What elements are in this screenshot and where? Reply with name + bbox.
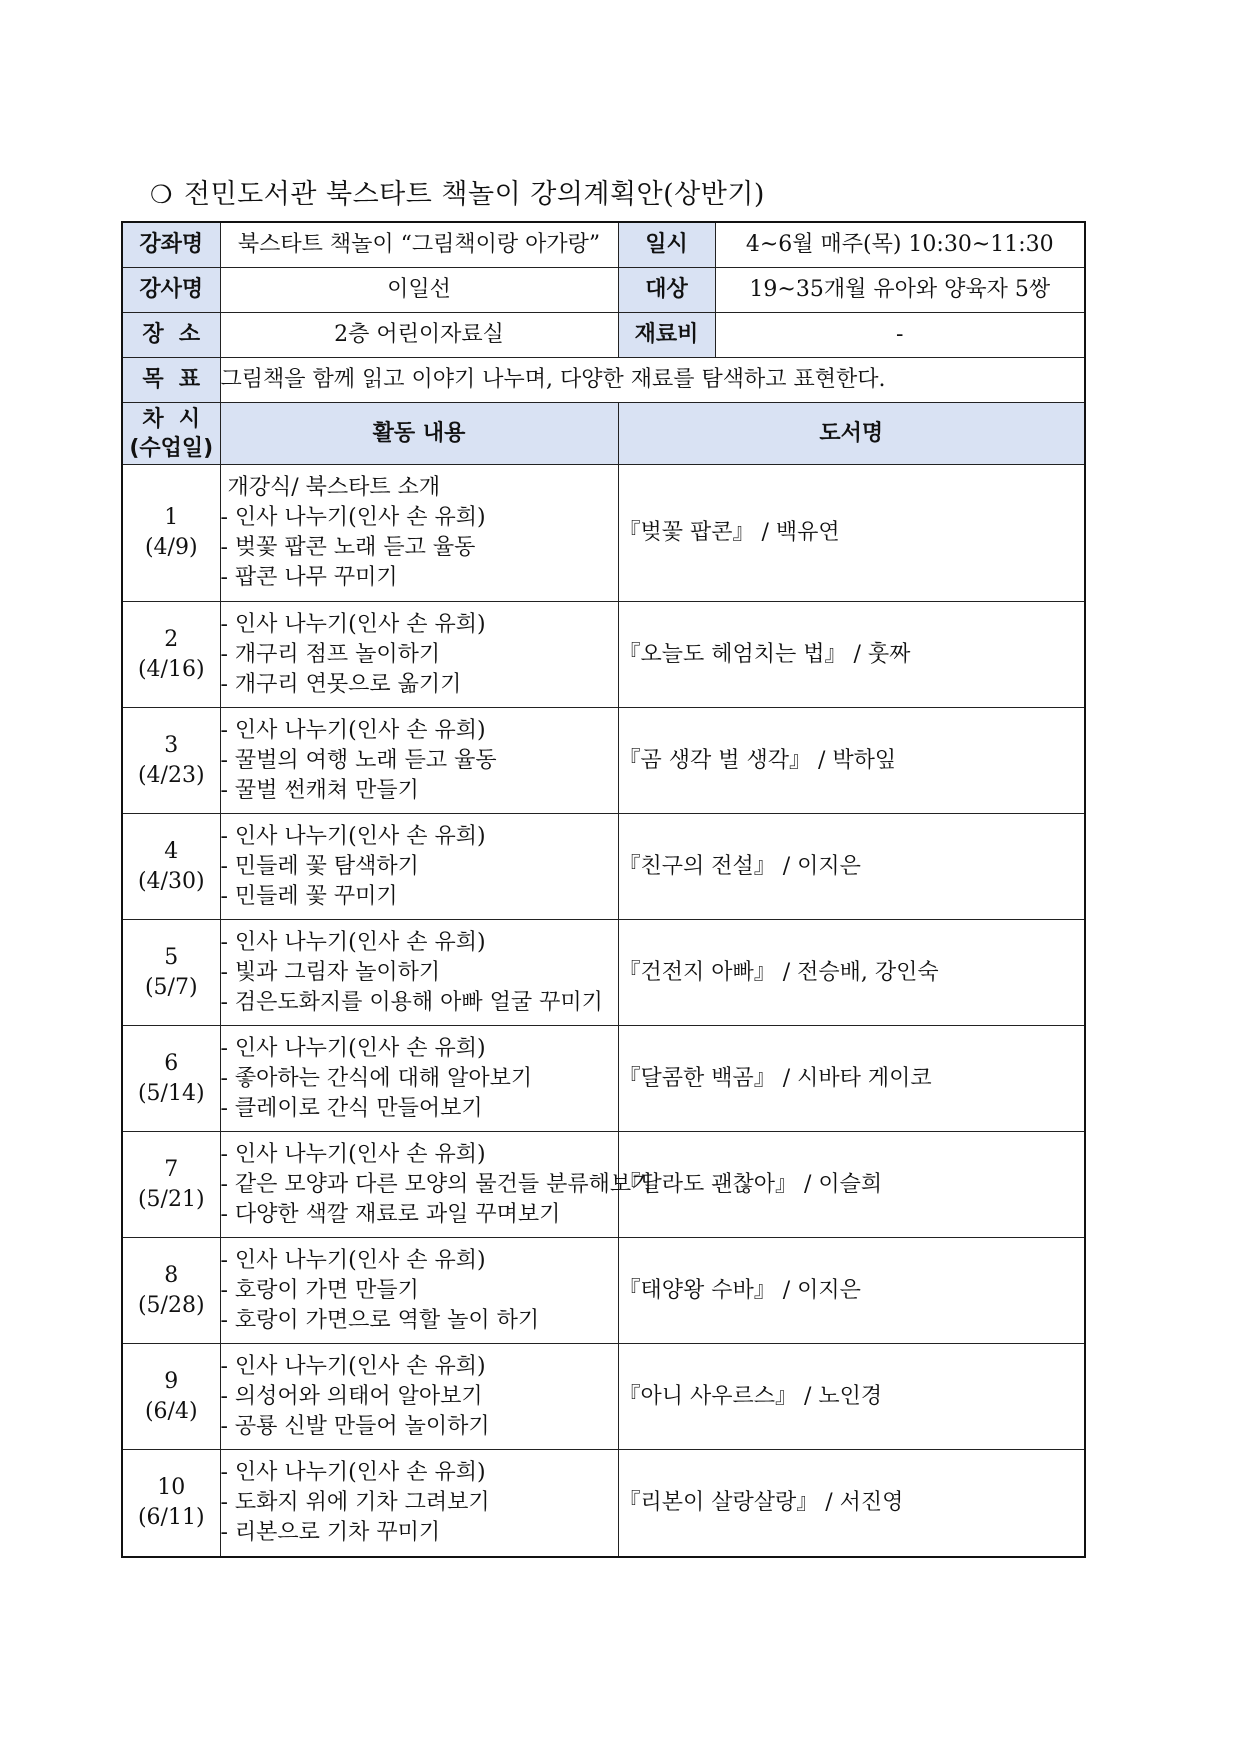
activity-item: - 도화지 위에 기차 그려보기 — [220, 1489, 490, 1515]
activity-item: - 개구리 연못으로 옮기기 — [220, 671, 462, 697]
activity-cell — [220, 1026, 618, 1132]
session-number: 2 — [164, 626, 179, 652]
activity-cell — [220, 814, 618, 920]
session-number: 3 — [164, 732, 179, 758]
session-cell — [122, 1026, 220, 1132]
activity-item: - 리본으로 기차 꾸미기 — [220, 1519, 441, 1545]
course-value: 북스타트 책놀이 “그림책이랑 아가랑” — [220, 222, 618, 268]
session-cell — [122, 920, 220, 1026]
session-date: (6/11) — [137, 1504, 205, 1530]
session-cell — [122, 708, 220, 814]
session-number: 8 — [164, 1262, 179, 1288]
session-cell — [122, 602, 220, 708]
goal-label: 목 표 — [122, 358, 220, 403]
session-cell — [122, 814, 220, 920]
activity-item: - 빛과 그림자 놀이하기 — [220, 959, 441, 985]
book-header: 도서명 — [618, 403, 1085, 465]
book-cell: 『달라도 괜찮아』 / 이슬희 — [618, 1132, 1085, 1238]
book-cell: 『곰 생각 벌 생각』 / 박하잎 — [618, 708, 1085, 814]
activity-cell — [220, 1450, 618, 1557]
info-row-teacher — [122, 268, 1085, 313]
table-row — [122, 465, 1085, 602]
activity-header: 활동 내용 — [220, 403, 618, 465]
session-date: (5/7) — [144, 974, 198, 1000]
table-row — [122, 602, 1085, 708]
table-row — [122, 1132, 1085, 1238]
session-number: 10 — [157, 1474, 186, 1500]
activity-item: - 팝콘 나무 꾸미기 — [220, 565, 398, 590]
book-cell: 『오늘도 헤엄치는 법』 / 훗짜 — [618, 602, 1085, 708]
info-row-goal — [122, 358, 1085, 403]
goal-value: 그림책을 함께 읽고 이야기 나누며, 다양한 재료를 탐색하고 표현한다. — [220, 358, 1085, 403]
activity-item: - 인사 나누기(인사 손 유희) — [220, 1035, 486, 1061]
lecture-plan-table — [121, 221, 1086, 1558]
target-label: 대상 — [618, 268, 715, 313]
activity-item: - 같은 모양과 다른 모양의 물건들 분류해보기 — [220, 1171, 653, 1197]
activity-item: - 민들레 꽃 탐색하기 — [220, 853, 419, 879]
session-header — [122, 403, 220, 465]
table-row — [122, 708, 1085, 814]
circle-bullet-icon: ❍ — [150, 180, 173, 209]
book-cell: 『벚꽃 팝콘』 / 백유연 — [618, 465, 1085, 602]
place-label: 장 소 — [122, 313, 220, 358]
date-value: 4~6월 매주(목) 10:30~11:30 — [715, 222, 1085, 268]
session-cell — [122, 1238, 220, 1344]
activity-item: - 인사 나누기(인사 손 유희) — [220, 1141, 486, 1167]
session-number: 9 — [164, 1368, 179, 1394]
activity-item: - 개구리 점프 놀이하기 — [220, 641, 441, 667]
session-date: (4/23) — [137, 762, 205, 788]
session-number: 5 — [164, 944, 179, 970]
activity-cell — [220, 1132, 653, 1238]
activity-item: - 검은도화지를 이용해 아빠 얼굴 꾸미기 — [220, 989, 603, 1015]
table-row — [122, 1344, 1085, 1450]
material-label: 재료비 — [618, 313, 715, 358]
table-row — [122, 920, 1085, 1026]
activity-cell — [220, 602, 618, 708]
target-value: 19~35개월 유아와 양육자 5쌍 — [715, 268, 1085, 313]
table-row — [122, 1026, 1085, 1132]
session-number: 1 — [164, 505, 179, 530]
table-row — [122, 1450, 1085, 1557]
session-date: (4/16) — [137, 656, 205, 682]
session-date: (5/14) — [137, 1080, 205, 1106]
document-title — [150, 172, 765, 211]
title-text: 전민도서관 북스타트 책놀이 강의계획안(상반기) — [184, 179, 765, 210]
session-date: (4/9) — [144, 535, 198, 560]
activity-item: - 공룡 신발 만들어 놀이하기 — [220, 1413, 490, 1439]
activity-item: - 벚꽃 팝콘 노래 듣고 율동 — [220, 535, 476, 560]
activity-cell — [220, 920, 618, 1026]
book-cell: 『아니 사우르스』 / 노인경 — [618, 1344, 1085, 1450]
session-cell — [122, 465, 220, 602]
activity-item: - 인사 나누기(인사 손 유희) — [220, 611, 486, 637]
session-date: (4/30) — [137, 868, 205, 894]
material-value: - — [715, 313, 1085, 358]
activity-item: - 인사 나누기(인사 손 유희) — [220, 1353, 486, 1379]
activity-item: - 인사 나누기(인사 손 유희) — [220, 717, 486, 743]
activity-item: - 꿀벌의 여행 노래 듣고 율동 — [220, 747, 497, 773]
date-label: 일시 — [618, 222, 715, 268]
session-cell — [122, 1450, 220, 1557]
session-header-line2: (수업일) — [129, 435, 214, 461]
session-number: 4 — [164, 838, 179, 864]
activity-item: - 의성어와 의태어 알아보기 — [220, 1383, 483, 1409]
book-cell: 『건전지 아빠』 / 전승배, 강인숙 — [618, 920, 1085, 1026]
session-date: (5/28) — [137, 1292, 205, 1318]
table-row — [122, 1238, 1085, 1344]
session-header-line1: 차 시 — [142, 406, 201, 432]
session-cell — [122, 1344, 220, 1450]
teacher-value: 이일선 — [220, 268, 618, 313]
table-row — [122, 814, 1085, 920]
session-number: 7 — [164, 1156, 179, 1182]
session-date: (6/4) — [144, 1398, 198, 1424]
book-cell: 『달콤한 백곰』 / 시바타 게이코 — [618, 1026, 1085, 1132]
activity-item: - 호랑이 가면으로 역할 놀이 하기 — [220, 1307, 540, 1333]
session-cell — [122, 1132, 220, 1238]
activity-item: - 다양한 색깔 재료로 과일 꾸며보기 — [220, 1201, 561, 1227]
activity-cell — [220, 1238, 618, 1344]
course-label: 강좌명 — [122, 222, 220, 268]
activity-item: - 클레이로 간식 만들어보기 — [220, 1095, 483, 1121]
activity-item: 개강식/ 북스타트 소개 — [220, 475, 441, 500]
place-value: 2층 어린이자료실 — [220, 313, 618, 358]
book-cell: 『친구의 전설』 / 이지은 — [618, 814, 1085, 920]
activity-item: - 인사 나누기(인사 손 유희) — [220, 1459, 486, 1485]
activity-item: - 좋아하는 간식에 대해 알아보기 — [220, 1065, 533, 1091]
activity-item: - 꿀벌 썬캐쳐 만들기 — [220, 777, 419, 803]
info-row-course — [122, 222, 1085, 268]
activity-item: - 인사 나누기(인사 손 유희) — [220, 823, 486, 849]
session-date: (5/21) — [137, 1186, 205, 1212]
activity-item: - 민들레 꽃 꾸미기 — [220, 883, 398, 909]
activity-cell — [220, 1344, 618, 1450]
activity-item: - 인사 나누기(인사 손 유희) — [220, 505, 486, 530]
info-row-place — [122, 313, 1085, 358]
activity-item: - 인사 나누기(인사 손 유희) — [220, 929, 486, 955]
book-cell: 『태양왕 수바』 / 이지은 — [618, 1238, 1085, 1344]
session-rows — [122, 465, 1085, 1557]
activity-cell — [220, 708, 618, 814]
activity-cell — [220, 465, 618, 602]
activity-item: - 인사 나누기(인사 손 유희) — [220, 1247, 486, 1273]
session-number: 6 — [164, 1050, 179, 1076]
activity-item: - 호랑이 가면 만들기 — [220, 1277, 419, 1303]
teacher-label: 강사명 — [122, 268, 220, 313]
column-header-row — [122, 403, 1085, 465]
book-cell: 『리본이 살랑살랑』 / 서진영 — [618, 1450, 1085, 1557]
